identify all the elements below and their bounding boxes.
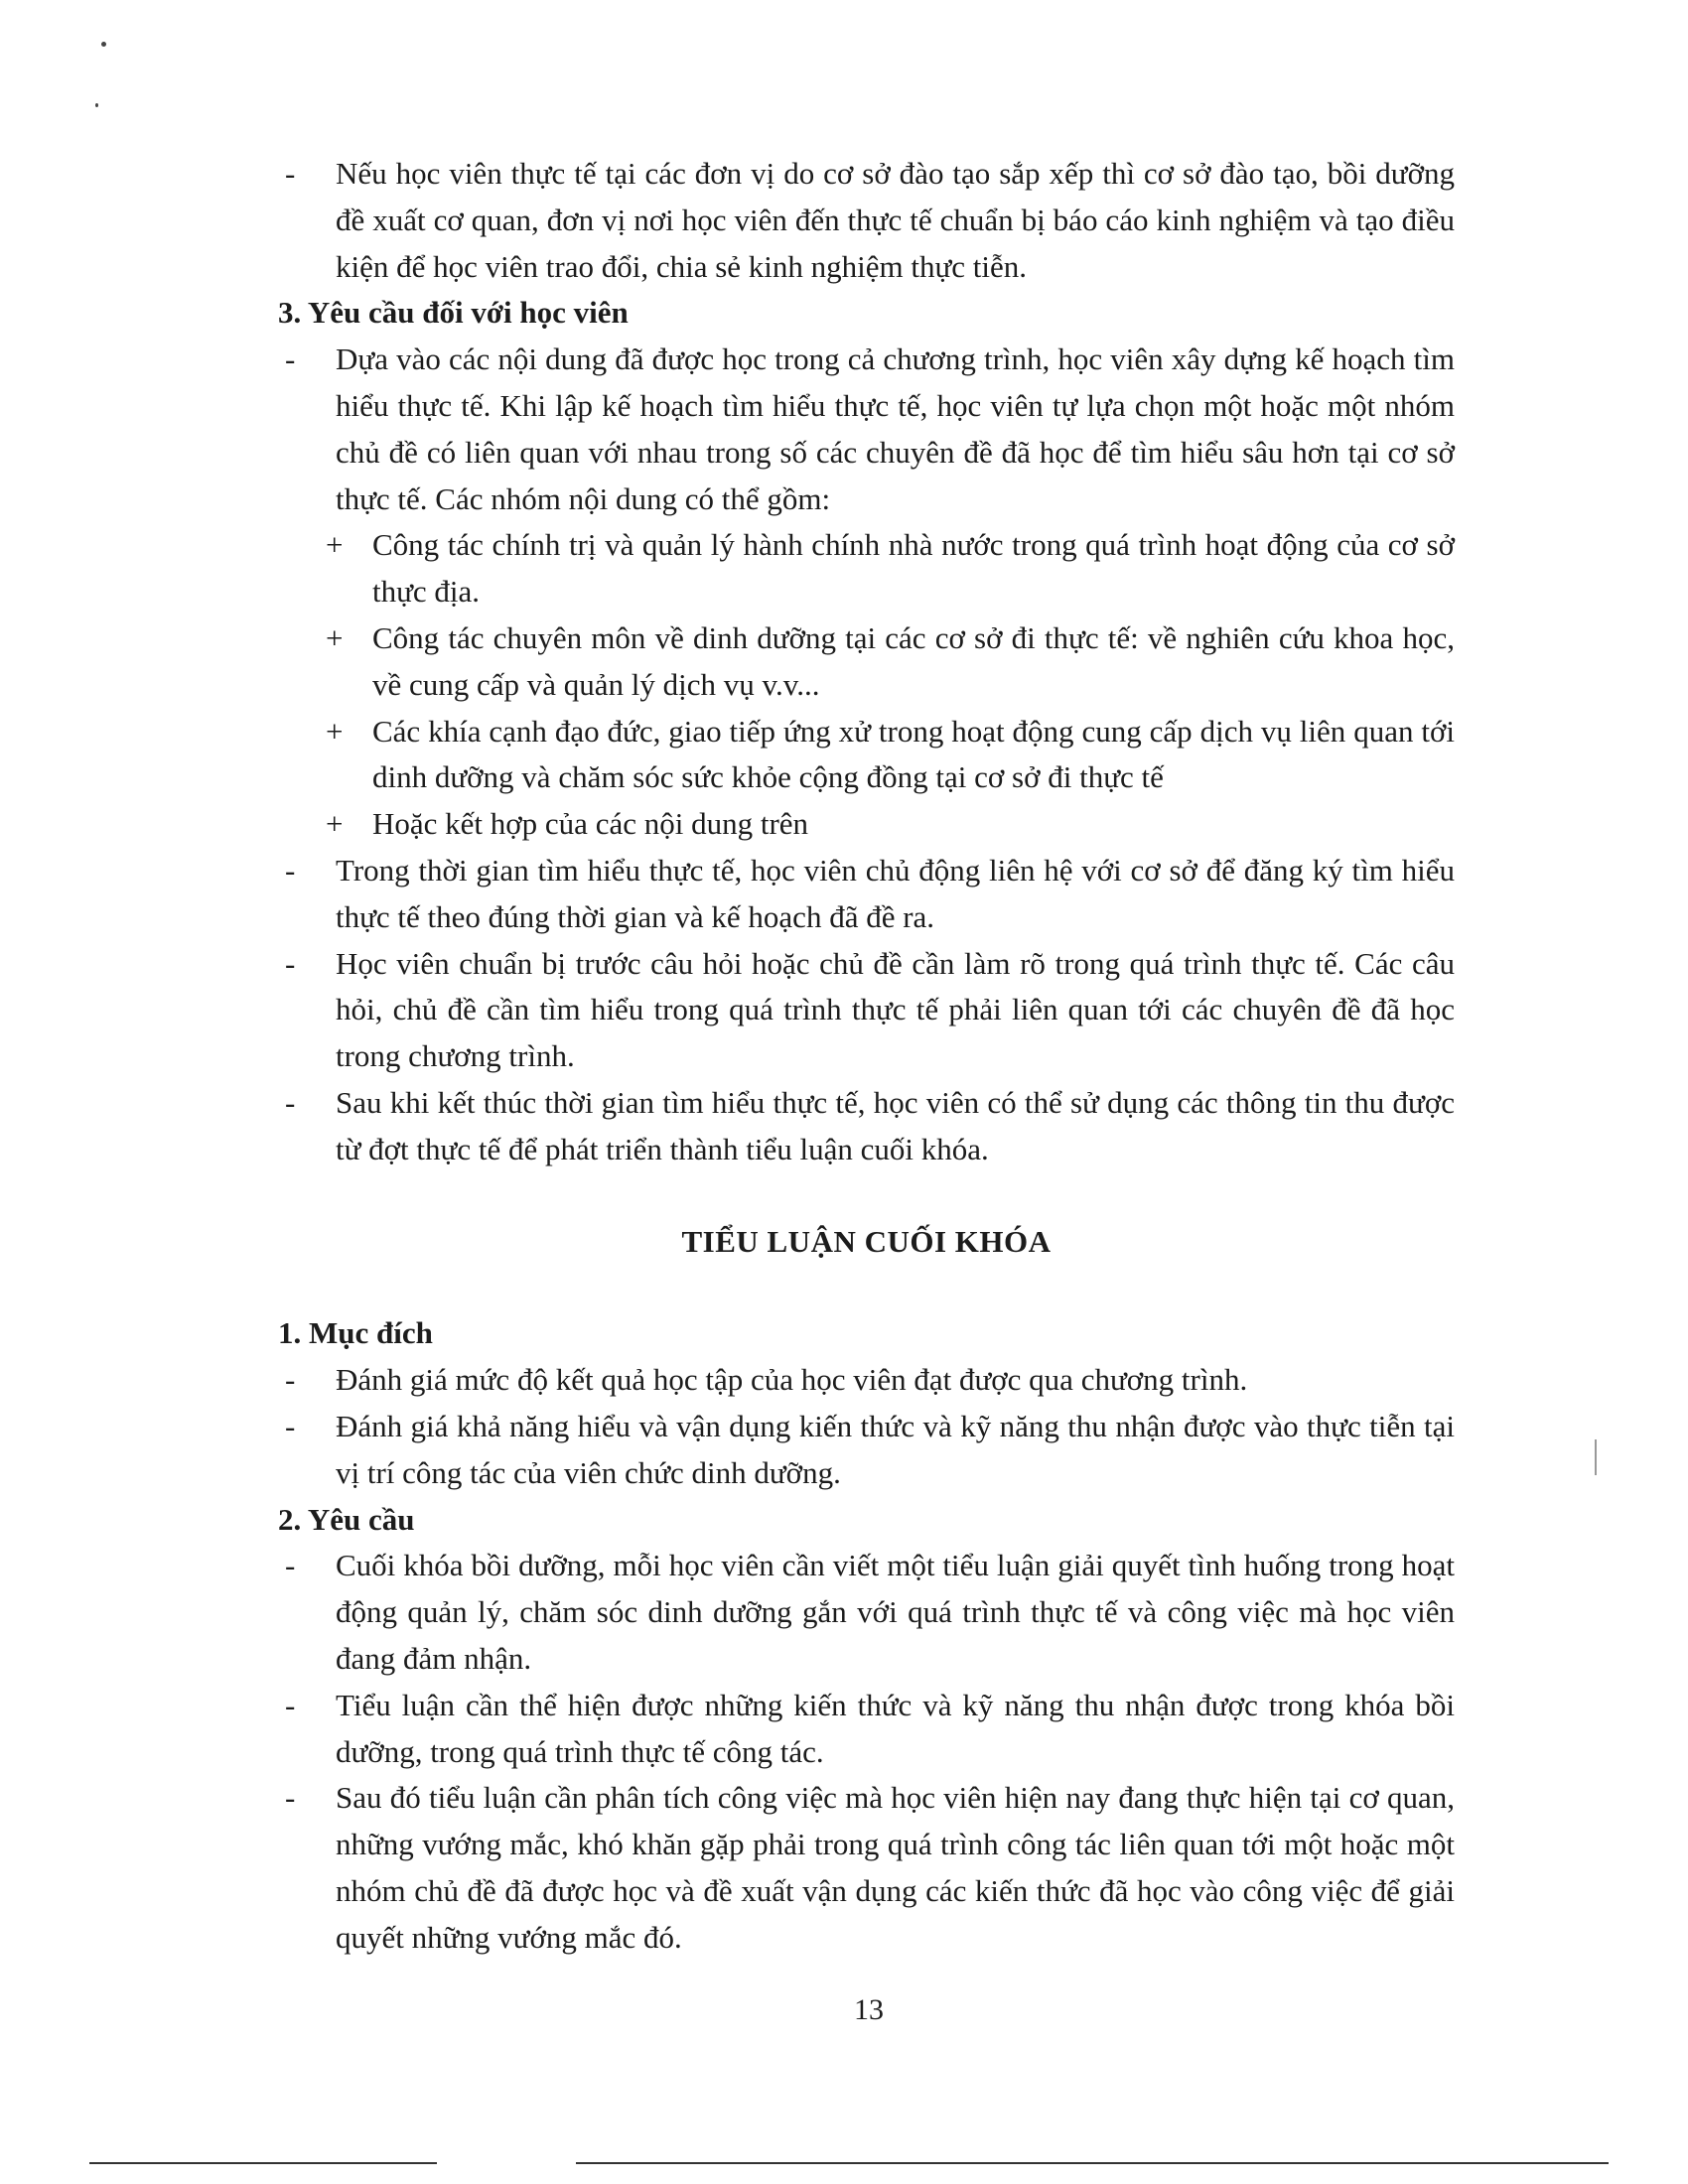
list-item-text: Học viên chuẩn bị trước câu hỏi hoặc chủ đề cần làm rõ trong quá trình thực tế. Các câu hỏi, chủ đề cần tìm hiểu trong quá trình thực tế phải liên quan tới các chuyên đề đã học trong chương trình. xyxy=(336,945,1455,1074)
list-item-text: Công tác chuyên môn về dinh dưỡng tại các cơ sở đi thực tế: về nghiên cứu khoa học, về cung cấp và quản lý dịch vụ v.v... xyxy=(372,619,1455,702)
dash-bullet: - xyxy=(285,852,296,887)
list-item-text: Đánh giá mức độ kết quả học tập của học viên đạt được qua chương trình. xyxy=(336,1362,1248,1398)
list-item-text: Tiểu luận cần thể hiện được những kiến thức và kỹ năng thu nhận được trong khóa bồi dưỡng, trong quá trình thực tế công tác. xyxy=(336,1687,1455,1769)
dash-bullet: - xyxy=(285,341,296,377)
plus-bullet: + xyxy=(326,806,344,842)
sub-list-item xyxy=(278,522,1455,615)
list-item xyxy=(278,151,1455,290)
list-item-text: Công tác chính trị và quản lý hành chính nhà nước trong quá trình hoạt động của cơ sở thực địa. xyxy=(372,527,1455,610)
list-item xyxy=(278,1543,1455,1682)
list-item xyxy=(278,1080,1455,1173)
bottom-rule-left xyxy=(89,2162,437,2164)
page-number: 13 xyxy=(854,1993,884,2026)
dash-bullet: - xyxy=(285,1408,296,1443)
list-item xyxy=(278,1683,1455,1776)
purpose-list xyxy=(278,1357,1455,1496)
list-item-text: Nếu học viên thực tế tại các đơn vị do cơ sở đào tạo sắp xếp thì cơ sở đào tạo, bồi dưỡng đề xuất cơ quan, đơn vị nơi học viên đến thực tế chuẩn bị báo cáo kinh nghiệm và tạo điều kiện để học viên trao đổi, chia sẻ kinh nghiệm thực tiễn. xyxy=(336,156,1455,284)
plus-bullet: + xyxy=(326,619,344,655)
sub-list-item xyxy=(278,801,1455,848)
sub-list-item xyxy=(278,615,1455,709)
section-heading-purpose: 1. Mục đích xyxy=(278,1315,433,1351)
list-item-text: Các khía cạnh đạo đức, giao tiếp ứng xử trong hoạt động cung cấp dịch vụ liên quan tới dinh dưỡng và chăm sóc sức khỏe cộng đồng tại cơ sở đi thực tế xyxy=(372,713,1455,795)
list-item xyxy=(278,1357,1455,1404)
plus-bullet: + xyxy=(326,713,344,749)
list-item xyxy=(278,1775,1455,1961)
list-item xyxy=(278,848,1455,941)
scan-mark xyxy=(1595,1439,1597,1475)
list-item-text: Sau khi kết thúc thời gian tìm hiểu thực tế, học viên có thể sử dụng các thông tin thu được từ đợt thực tế để phát triển thành tiểu luận cuối khóa. xyxy=(336,1084,1455,1166)
list-item-text: Dựa vào các nội dung đã được học trong cả chương trình, học viên xây dựng kế hoạch tìm hiểu thực tế. Khi lập kế hoạch tìm hiểu thực tế, học viên tự lựa chọn một hoặc một nhóm chủ đề có liên quan với nhau trong số các chuyên đề đã học để tìm hiểu sâu hơn tại cơ sở thực tế. Các nhóm nội dung có thể gồm: xyxy=(336,341,1455,516)
list-item-text: Đánh giá khả năng hiểu và vận dụng kiến thức và kỹ năng thu nhận được vào thực tiễn tại vị trí công tác của viên chức dinh dưỡng. xyxy=(336,1408,1455,1490)
dash-bullet: - xyxy=(285,1084,296,1120)
list-item-text: Cuối khóa bồi dưỡng, mỗi học viên cần viết một tiểu luận giải quyết tình huống trong hoạt động quản lý, chăm sóc dinh dưỡng gắn với quá trình thực tế và công việc mà học viên đang đảm nhận. xyxy=(336,1548,1455,1676)
section-heading-requirements-student: 3. Yêu cầu đối với học viên xyxy=(278,295,629,331)
dash-bullet: - xyxy=(285,1780,296,1816)
scan-speck xyxy=(95,103,98,107)
dash-bullet: - xyxy=(285,945,296,981)
essay-title: TIỂU LUẬN CUỐI KHÓA xyxy=(681,1223,1052,1259)
list-item xyxy=(278,1404,1455,1497)
sub-list-item xyxy=(278,709,1455,802)
dash-bullet: - xyxy=(285,1362,296,1398)
dash-bullet: - xyxy=(285,156,296,191)
bottom-rule-right xyxy=(576,2162,1609,2164)
section-heading-requirements: 2. Yêu cầu xyxy=(278,1501,415,1537)
plus-bullet: + xyxy=(326,527,344,563)
list-item-text: Sau đó tiểu luận cần phân tích công việc mà học viên hiện nay đang thực hiện tại cơ quan, những vướng mắc, khó khăn gặp phải trong quá trình công tác liên quan tới một hoặc một nhóm chủ đề đã được học và đề xuất vận dụng các kiến thức đã học vào công việc để giải quyết những vướng mắc đó. xyxy=(336,1780,1455,1955)
list-item-text: Hoặc kết hợp của các nội dung trên xyxy=(372,806,809,842)
list-item-text: Trong thời gian tìm hiểu thực tế, học viên chủ động liên hệ với cơ sở để đăng ký tìm hiểu thực tế theo đúng thời gian và kế hoạch đã đề ra. xyxy=(336,852,1455,934)
student-requirements-list xyxy=(278,337,1455,1172)
dash-bullet: - xyxy=(285,1548,296,1583)
dash-bullet: - xyxy=(285,1687,296,1722)
list-item xyxy=(278,941,1455,1080)
intro-list xyxy=(278,151,1455,290)
list-item xyxy=(278,337,1455,522)
page-content xyxy=(278,151,1455,1961)
scan-speck xyxy=(101,42,106,47)
requirements-list xyxy=(278,1543,1455,1961)
